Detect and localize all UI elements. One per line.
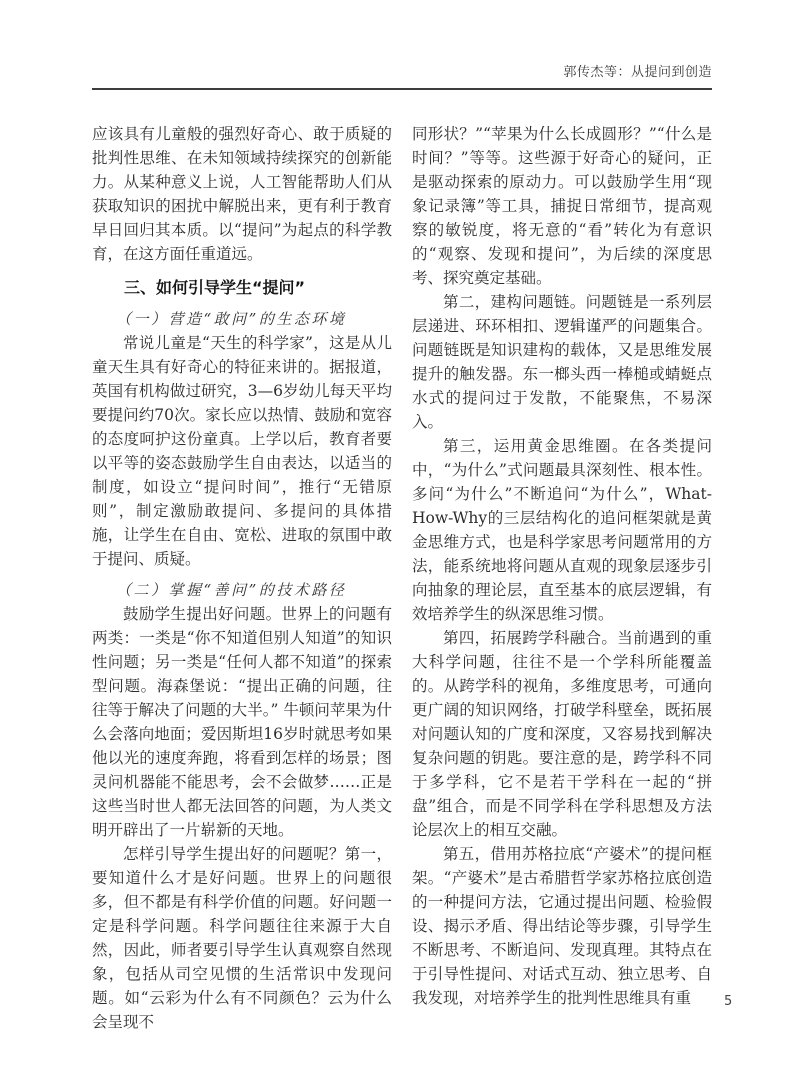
paragraph: 第五，借用苏格拉底“产婆术”的提问框架。“产婆术”是古希腊哲学家苏格拉底创造的一种提问方法，它通过提出问题、检验假设、揭示矛盾、得出结论等步骤，引导学生不断思考、不断追问、发现真理。其特点在于引导性提问、对话式互动、独立思考、自我发现，对培养学生的批判性思维具有重 xyxy=(412,845,712,1007)
running-header-title: 郭传杰等：从提问到创造 xyxy=(563,65,712,80)
paragraph: 鼓励学生提出好问题。世界上的问题有两类：一类是“你不知道但别人知道”的知识性问题；另一类是“任何人都不知道”的探索型问题。海森堡说：“提出正确的问题，往往等于解决了问题的大半。” 牛顿问苹果为什么会落向地面；爱因斯坦16岁时就思考如果他以光的速度奔跑，将看到怎样的场景；图灵问机器能不能思考，会不会做梦……正是这些当时世人都无法回答的问题，为人类文明开辟出了一片崭新的天地。 xyxy=(92,605,392,839)
paragraph: 第三，运用黄金思维圈。在各类提问中，“为什么”式问题最具深刻性、根本性。多问“为什么”不断追问“为什么”，What-How-Why的三层结构化的追问框架就是黄金思维方式，也是科学家思考问题常用的方法，能系统地将问题从直观的现象层逐步引向抽象的理论层，直至基本的底层逻辑，有效培养学生的纵深思维习惯。 xyxy=(412,437,712,623)
paragraph: 第二，建构问题链。问题链是一系列层层递进、环环相扣、逻辑谨严的问题集合。问题链既是知识建构的载体，又是思维发展提升的触发器。东一榔头西一棒槌或蜻蜓点水式的提问过于发散，不能聚焦，不易深入。 xyxy=(412,293,712,431)
paragraph-continuation: 同形状？”“苹果为什么长成圆形？”“什么是时间？”等等。这些源于好奇心的疑问，正是驱动探索的原动力。可以鼓励学生用“现象记录簿”等工具，捕捉日常细节，提高观察的敏锐度，将无意的“看”转化为有意识的“观察、发现和提问”，为后续的深度思考、探究奠定基础。 xyxy=(412,125,712,287)
running-header xyxy=(92,0,712,90)
subsection-heading: （二）掌握“善问”的技术路径 xyxy=(116,581,347,599)
left-column xyxy=(92,122,392,1034)
section-heading: 三、如何引导学生“提问” xyxy=(124,278,306,297)
page-content xyxy=(92,122,712,1034)
paragraph: 常说儿童是“天生的科学家”，这是从儿童天生具有好奇心的特征来讲的。据报道，英国有机构做过研究，3—6岁幼儿每天平均要提问约70次。家长应以热情、鼓励和宽容的态度呵护这份童真。上学以后，教育者要以平等的姿态鼓励学生自由表达，以适当的制度，如设立“提问时间”，推行“无错原则”，制定激励敢提问、多提问的具体措施，让学生在自由、宽松、进取的氛围中敢于提问、质疑。 xyxy=(92,334,392,568)
subsection-heading: （一）营造“敢问”的生态环境 xyxy=(116,310,347,328)
page-number: 5 xyxy=(724,994,733,1009)
paragraph: 第四，拓展跨学科融合。当前遇到的重大科学问题，往往不是一个学科所能覆盖的。从跨学科的视角，多维度思考，可通向更广阔的知识网络，打破学科壁垒，既拓展对问题认知的广度和深度，又容易找到解决复杂问题的钥匙。要注意的是，跨学科不同于多学科，它不是若干学科在一起的“拼盘”组合，而是不同学科在学科思想及方法论层次上的相互交融。 xyxy=(412,629,712,839)
paragraph: 怎样引导学生提出好的问题呢？第一，要知道什么才是好问题。世界上的问题很多，但不都是有科学价值的问题。好问题一定是科学问题。科学问题往往来源于大自然，因此，师者要引导学生认真观察自然现象，包括从司空见惯的生活常识中发现问题。如“云彩为什么有不同颜色？云为什么会呈现不 xyxy=(92,845,392,1031)
paragraph-continuation: 应该具有儿童般的强烈好奇心、敢于质疑的批判性思维、在未知领域持续探究的创新能力。从某种意义上说，人工智能帮助人们从获取知识的困扰中解脱出来，更有利于教育早日回归其本质。以“提问”为起点的科学教育，在这方面任重道远。 xyxy=(92,125,392,263)
right-column xyxy=(412,122,712,1034)
